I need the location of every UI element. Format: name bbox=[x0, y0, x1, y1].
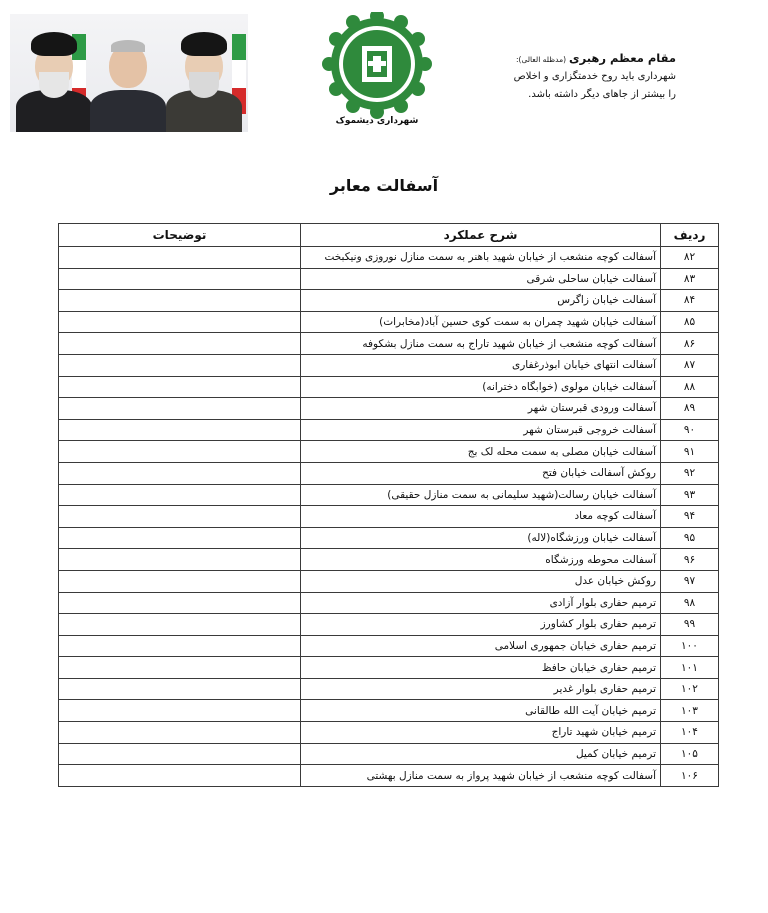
table-row bbox=[59, 549, 719, 571]
row-description-cell: آسفالت خیابان مصلی به سمت محله لک بج bbox=[301, 441, 661, 463]
row-notes-cell bbox=[59, 614, 301, 636]
document-header bbox=[0, 0, 768, 150]
table-row bbox=[59, 722, 719, 744]
row-notes-cell bbox=[59, 657, 301, 679]
portrait-center bbox=[90, 44, 166, 132]
performance-table bbox=[58, 223, 719, 787]
table-row bbox=[59, 290, 719, 312]
row-number-cell: ۹۷ bbox=[661, 570, 719, 592]
row-number-cell: ۹۱ bbox=[661, 441, 719, 463]
page-title: آسفالت معابر bbox=[329, 176, 439, 195]
row-notes-cell bbox=[59, 333, 301, 355]
row-description-cell: آسفالت خیابان زاگرس bbox=[301, 290, 661, 312]
table-row bbox=[59, 700, 719, 722]
table-row bbox=[59, 268, 719, 290]
row-notes-cell bbox=[59, 700, 301, 722]
row-description-cell: آسفالت خیابان رسالت(شهید سلیمانی به سمت منازل حقیقی) bbox=[301, 484, 661, 506]
row-notes-cell bbox=[59, 268, 301, 290]
row-description-cell: ترمیم حفاری خیابان حافظ bbox=[301, 657, 661, 679]
row-description-cell: آسفالت خیابان شهید چمران به سمت کوی حسین آباد(مخابرات) bbox=[301, 311, 661, 333]
row-number-cell: ۸۲ bbox=[661, 247, 719, 269]
row-number-cell: ۹۶ bbox=[661, 549, 719, 571]
row-number-cell: ۹۲ bbox=[661, 462, 719, 484]
row-notes-cell bbox=[59, 635, 301, 657]
portrait-left bbox=[16, 44, 92, 132]
row-description-cell: ترمیم حفاری بلوار کشاورز bbox=[301, 614, 661, 636]
row-number-cell: ۸۴ bbox=[661, 290, 719, 312]
table-row bbox=[59, 462, 719, 484]
table-row bbox=[59, 657, 719, 679]
row-number-cell: ۱۰۵ bbox=[661, 743, 719, 765]
row-number-cell: ۱۰۴ bbox=[661, 722, 719, 744]
row-notes-cell bbox=[59, 354, 301, 376]
row-notes-cell bbox=[59, 527, 301, 549]
logo-caption: شهرداری دیشموک bbox=[335, 116, 419, 126]
row-description-cell: آسفالت انتهای خیابان ابوذرغفاری bbox=[301, 354, 661, 376]
quote-line-2: را بیشتر از جاهای دیگر داشته باشد. bbox=[528, 89, 676, 100]
table-header-row bbox=[59, 224, 719, 247]
row-number-cell: ۹۹ bbox=[661, 614, 719, 636]
quote-title-text: مقام معظم رهبری bbox=[569, 51, 676, 65]
row-notes-cell bbox=[59, 549, 301, 571]
row-number-cell: ۱۰۶ bbox=[661, 765, 719, 787]
row-number-cell: ۹۵ bbox=[661, 527, 719, 549]
header-description: شرح عملکرد bbox=[301, 224, 661, 247]
row-description-cell: آسفالت ورودی قبرستان شهر bbox=[301, 398, 661, 420]
table-row bbox=[59, 592, 719, 614]
row-description-cell: آسفالت خروجی قبرستان شهر bbox=[301, 419, 661, 441]
row-description-cell: آسفالت محوطه ورزشگاه bbox=[301, 549, 661, 571]
row-description-cell: ترمیم خیابان شهید تاراج bbox=[301, 722, 661, 744]
row-description-cell: روکش خیابان عدل bbox=[301, 570, 661, 592]
row-description-cell: آسفالت خیابان ساحلی شرقی bbox=[301, 268, 661, 290]
row-description-cell: ترمیم خیابان کمیل bbox=[301, 743, 661, 765]
row-description-cell: ترمیم حفاری بلوار غدیر bbox=[301, 678, 661, 700]
table-row bbox=[59, 678, 719, 700]
leader-quote bbox=[376, 50, 676, 104]
row-notes-cell bbox=[59, 441, 301, 463]
row-notes-cell bbox=[59, 398, 301, 420]
row-notes-cell bbox=[59, 722, 301, 744]
row-notes-cell bbox=[59, 311, 301, 333]
row-notes-cell bbox=[59, 765, 301, 787]
row-description-cell: ترمیم حفاری خیابان جمهوری اسلامی bbox=[301, 635, 661, 657]
table-row bbox=[59, 419, 719, 441]
row-notes-cell bbox=[59, 462, 301, 484]
row-number-cell: ۸۸ bbox=[661, 376, 719, 398]
row-number-cell: ۸۹ bbox=[661, 398, 719, 420]
row-number-cell: ۸۷ bbox=[661, 354, 719, 376]
row-notes-cell bbox=[59, 570, 301, 592]
row-notes-cell bbox=[59, 247, 301, 269]
row-notes-cell bbox=[59, 592, 301, 614]
row-number-cell: ۸۵ bbox=[661, 311, 719, 333]
table-row bbox=[59, 743, 719, 765]
table-row bbox=[59, 484, 719, 506]
header-notes: توضیحات bbox=[59, 224, 301, 247]
row-notes-cell bbox=[59, 290, 301, 312]
table-row bbox=[59, 311, 719, 333]
row-notes-cell bbox=[59, 484, 301, 506]
quote-line-1: شهرداری باید روح خدمتگزاری و اخلاص bbox=[513, 71, 676, 82]
table-row bbox=[59, 333, 719, 355]
row-notes-cell bbox=[59, 506, 301, 528]
row-number-cell: ۹۴ bbox=[661, 506, 719, 528]
table-row bbox=[59, 398, 719, 420]
header-number: ردیف bbox=[661, 224, 719, 247]
row-description-cell: ترمیم حفاری بلوار آزادی bbox=[301, 592, 661, 614]
row-number-cell: ۹۳ bbox=[661, 484, 719, 506]
row-notes-cell bbox=[59, 419, 301, 441]
row-number-cell: ۱۰۰ bbox=[661, 635, 719, 657]
row-number-cell: ۱۰۱ bbox=[661, 657, 719, 679]
table-row bbox=[59, 765, 719, 787]
row-description-cell: آسفالت کوچه معاد bbox=[301, 506, 661, 528]
table-row bbox=[59, 570, 719, 592]
row-number-cell: ۹۰ bbox=[661, 419, 719, 441]
row-number-cell: ۱۰۲ bbox=[661, 678, 719, 700]
row-description-cell: آسفالت خیابان ورزشگاه(لاله) bbox=[301, 527, 661, 549]
row-description-cell: آسفالت کوچه منشعب از خیابان شهید باهنر به سمت منازل نوروزی ونیکبخت bbox=[301, 247, 661, 269]
row-description-cell: آسفالت کوچه منشعب از خیابان شهید تاراج به سمت منازل بشکوفه bbox=[301, 333, 661, 355]
table-row bbox=[59, 614, 719, 636]
table-row bbox=[59, 376, 719, 398]
table-row bbox=[59, 441, 719, 463]
row-number-cell: ۱۰۳ bbox=[661, 700, 719, 722]
row-description-cell: روکش آسفالت خیابان فتح bbox=[301, 462, 661, 484]
row-number-cell: ۹۸ bbox=[661, 592, 719, 614]
table-row bbox=[59, 247, 719, 269]
table-row bbox=[59, 527, 719, 549]
table-row bbox=[59, 635, 719, 657]
row-notes-cell bbox=[59, 743, 301, 765]
quote-title bbox=[376, 50, 676, 68]
row-description-cell: ترمیم خیابان آیت الله طالقانی bbox=[301, 700, 661, 722]
portrait-right bbox=[166, 44, 242, 132]
row-number-cell: ۸۶ bbox=[661, 333, 719, 355]
table-row bbox=[59, 354, 719, 376]
row-description-cell: آسفالت خیابان مولوی (خوابگاه دخترانه) bbox=[301, 376, 661, 398]
quote-subtitle: (مدظله العالی): bbox=[516, 55, 567, 64]
portraits-banner-image bbox=[10, 14, 248, 132]
row-notes-cell bbox=[59, 376, 301, 398]
row-notes-cell bbox=[59, 678, 301, 700]
row-description-cell: آسفالت کوچه منشعب از خیابان شهید پرواز به سمت منازل بهشتی bbox=[301, 765, 661, 787]
table-row bbox=[59, 506, 719, 528]
table-body bbox=[59, 247, 719, 787]
row-number-cell: ۸۳ bbox=[661, 268, 719, 290]
